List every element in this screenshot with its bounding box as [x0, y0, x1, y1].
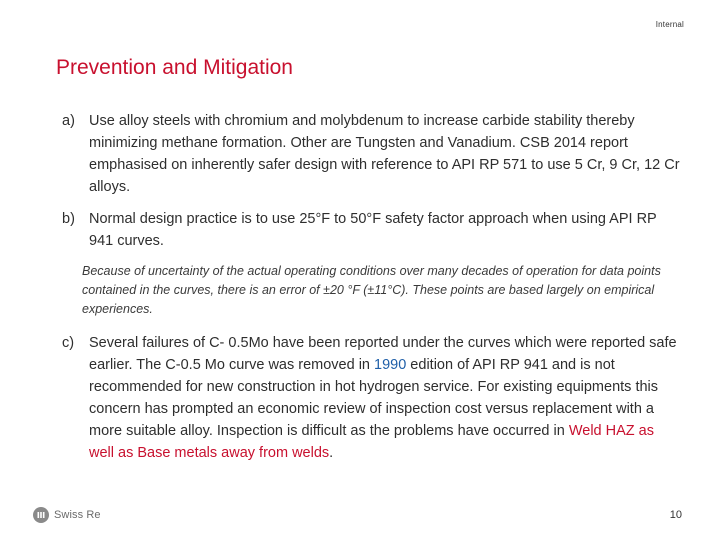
list-marker-a: a) [62, 113, 75, 129]
slide-title: Prevention and Mitigation [56, 56, 293, 79]
page-number: 10 [669, 509, 682, 521]
list-marker-c: c) [62, 335, 75, 351]
uncertainty-note: Because of uncertainty of the actual operating conditions over many decades of operation for data points contained in the curves, there is an error of ±20 °F (±11°C). These points are based largely on empirical experiences. [82, 264, 661, 316]
list-item-b [62, 208, 682, 252]
footer-logo [33, 507, 101, 523]
year-highlight: 1990 [374, 357, 407, 373]
swiss-re-logo-icon [33, 507, 49, 523]
classification-label: Internal [655, 20, 684, 29]
item-c-text-after: . [329, 445, 334, 461]
weld-haz-highlight: Weld HAZ as well as Base metals away from welds [89, 423, 654, 461]
logo-text: Swiss Re [54, 509, 101, 521]
list-item-a [62, 110, 682, 198]
item-c-text-middle: edition of API RP 941 and is not recommended for new construction in hot hydrogen service. For existing equipments this concern has prompted an economic review of inspection cost versus replacement with a more suitable alloy. Inspection is difficult as the problems have occurred in [89, 357, 659, 439]
list-item-b-text: Normal design practice is to use 25°F to 50°F safety factor approach when using API RP 941 curves. [89, 211, 657, 249]
item-c-text-before: Several failures of C- 0.5Mo have been reported under the curves which were reported safe earlier. The C-0.5 Mo curve was removed in [89, 335, 677, 373]
list-marker-b: b) [62, 211, 75, 227]
list-item-a-text: Use alloy steels with chromium and molybdenum to increase carbide stability thereby minimizing methane formation. Other are Tungsten and Vanadium. CSB 2014 report emphasised on inherently safer design with reference to API RP 571 to use 5 Cr, 9 Cr, 12 Cr alloys. [89, 113, 680, 195]
list-item-c-text [89, 332, 682, 464]
list-item-c [62, 332, 682, 464]
